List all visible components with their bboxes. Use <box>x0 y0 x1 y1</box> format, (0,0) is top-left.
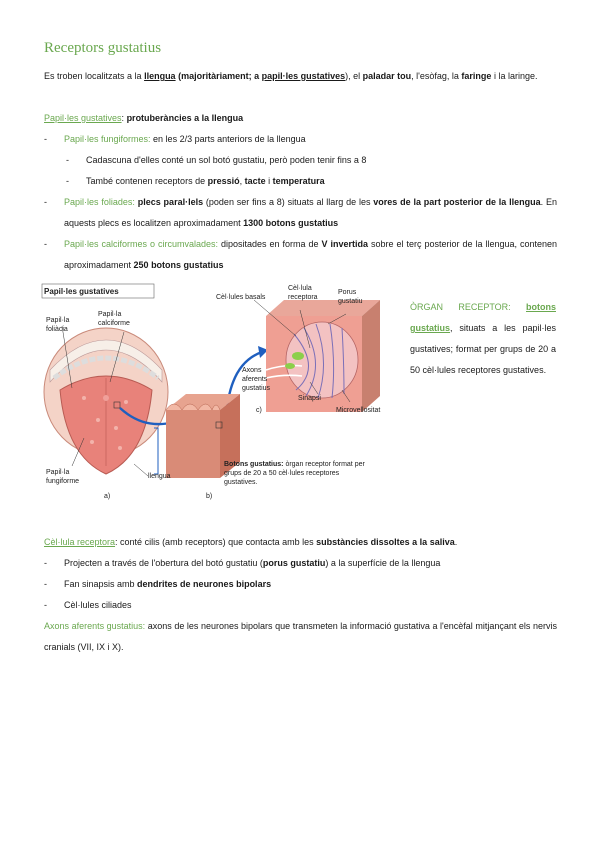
intro-paragraph <box>44 66 557 87</box>
fungiformes-desc: en les 2/3 parts anteriors de la llengua <box>150 134 306 144</box>
bullet-dash: - <box>44 558 47 568</box>
fungiformes-sub2 <box>86 171 557 192</box>
cellula-label: Cèl·lula receptora <box>44 537 116 547</box>
label-a: a) <box>104 493 111 500</box>
bullet-dash: - <box>44 197 47 207</box>
label-b: b) <box>206 493 213 500</box>
bullet-dash: - <box>44 239 47 249</box>
taste-bud-block <box>266 300 380 412</box>
papil-desc: protuberàncies a la llengua <box>126 113 244 123</box>
bullet-porus: porus gustatiu <box>262 558 326 568</box>
intro-papil: papil·les gustatives <box>261 71 346 81</box>
intro-text: Es troben localitzats a la <box>44 71 145 81</box>
intro-faringe: faringe <box>461 71 492 81</box>
label-sinapsi: Sinapsi <box>298 395 321 402</box>
sub2-temperatura: temperatura <box>272 176 325 186</box>
papil-paragraph <box>44 108 557 129</box>
calciformes-v: V invertida <box>321 239 368 249</box>
cellula-text: : conté cilis (amb receptors) que contacta amb les <box>115 537 317 547</box>
cellula-text: . <box>454 537 458 547</box>
label-papilla-foliacea: Papil·la foliàcia <box>46 317 70 333</box>
calciformes-text: sobre el terç posterior de la llengua, contenen aproximadament <box>64 239 557 270</box>
foliades-item <box>64 192 557 234</box>
axons-desc: axons de les neurones bipolars que transmeten la informació gustativa a l'encèfal mitjançant els nervis cranials (VII, IX i X). <box>44 621 557 652</box>
intro-text: i la laringe. <box>491 71 538 81</box>
cellula-saliva: substàncies dissoltes a la saliva <box>316 537 455 547</box>
calciformes-item <box>64 234 557 276</box>
axons-label: Axons aferents gustatius: <box>44 621 146 631</box>
sub2-pressio: pressió <box>207 176 240 186</box>
fungiformes-sub1: Cadascuna d'elles conté un sol botó gustatiu, però poden tenir fins a 8 <box>86 155 367 165</box>
cellula-bullet-3: Cèl·lules ciliades <box>64 600 132 610</box>
label-cellula-receptora: Cèl·lula receptora <box>288 285 318 301</box>
cellula-bullet-2 <box>64 574 557 595</box>
papil-label: Papil·les gustatives <box>44 113 122 123</box>
intro-llengua: llengua <box>144 71 176 81</box>
organ-label: ÒRGAN RECEPTOR: <box>410 302 526 312</box>
bullet-text: Projecten a través de l'obertura del botó gustatiu ( <box>64 558 263 568</box>
bullet-text: ) a la superfície de la llengua <box>325 558 441 568</box>
intro-text: ), el <box>345 71 363 81</box>
foliades-plecs: plecs paral·lels <box>137 197 204 207</box>
label-microvellositat: Microvellositat <box>336 407 381 414</box>
figure-heading: Papil·les gustatives <box>44 287 119 296</box>
fungiformes-item <box>64 129 557 150</box>
foliades-name: Papil·les foliades: <box>64 197 135 207</box>
foliades-text: (poden ser fins a 8) situats al llarg de les <box>203 197 374 207</box>
foliades-count: 1300 botons gustatius <box>243 218 339 228</box>
intro-paladar: paladar tou <box>362 71 412 81</box>
bullet-dendrites: dendrites de neurones bipolars <box>137 579 272 589</box>
papil-sep: : <box>121 113 127 123</box>
axons-paragraph <box>44 616 557 658</box>
calciformes-name: Papil·les calciformes o circumvalades: <box>64 239 219 249</box>
label-papilla-calciforme: Papil·la calciforme <box>98 311 130 327</box>
bullet-dash: - <box>66 176 69 186</box>
sub2-tacte: tacte <box>244 176 266 186</box>
label-c: c) <box>256 407 262 414</box>
organ-botons: botons gustatius <box>410 302 556 333</box>
bullet-dash: - <box>66 155 69 165</box>
botons-bold: Botons gustatius: <box>224 461 284 468</box>
foliades-vores: vores de la part posterior de la llengua <box>373 197 541 207</box>
calciformes-text: dipositades en forma de <box>218 239 322 249</box>
label-cellules-basals: Cèl·lules basals <box>216 294 266 301</box>
leader-line <box>134 464 148 476</box>
label-llengua: llengua <box>148 473 171 480</box>
bullet-text: Fan sinapsis amb <box>64 579 138 589</box>
label-botons-gustatius <box>224 460 370 487</box>
intro-text: , l'esòfag, la <box>411 71 462 81</box>
foliades-text: . En aquests plecs es localitzen aproximadament <box>64 197 557 228</box>
intro-text: (majoritàriament; a <box>175 71 262 81</box>
sub2-text: i <box>265 176 273 186</box>
organ-text: , situats a les papil·les gustatives; format per grups de 20 a 50 cèl·lules receptores gustatives. <box>410 323 556 375</box>
sub2-text: , <box>239 176 245 186</box>
cellula-bullet-1 <box>64 553 557 574</box>
tongue-illustration <box>44 328 168 474</box>
organ-receptor-paragraph <box>410 297 556 381</box>
sub2-text: També contenen receptors de <box>86 176 208 186</box>
label-axons: Axons aferents gustatius <box>242 367 271 392</box>
page-title: Receptors gustatius <box>44 40 162 56</box>
bullet-dash: - <box>44 579 47 589</box>
botons-desc: òrgan receptor format per grups de 20 a 50 cèl·lules receptores gustatives. <box>224 461 365 486</box>
label-papilla-fungiforme: Papil·la fungiforme <box>46 469 80 485</box>
fungiformes-name: Papil·les fungiformes: <box>64 134 151 144</box>
cellula-paragraph <box>44 532 557 553</box>
bullet-dash: - <box>44 600 47 610</box>
bullet-dash: - <box>44 134 47 144</box>
label-porus-gustatiu: Porus gustatiu <box>338 289 363 305</box>
calciformes-count: 250 botons gustatius <box>133 260 224 270</box>
bracket <box>154 428 158 474</box>
taste-figure <box>40 278 400 506</box>
